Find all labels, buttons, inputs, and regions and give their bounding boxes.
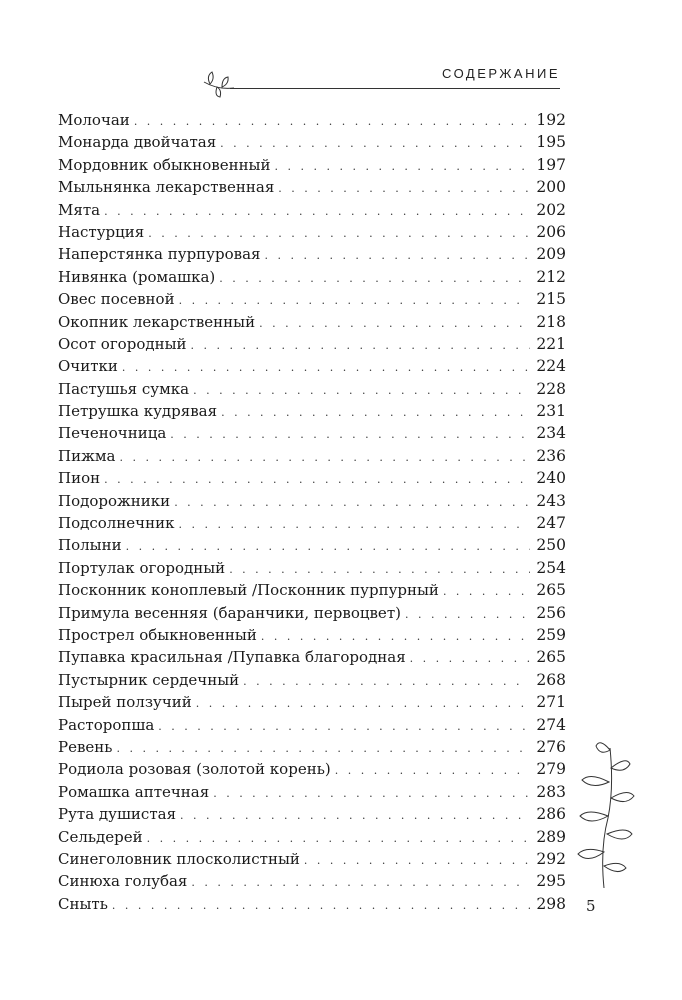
dot-leader	[219, 268, 530, 290]
toc-entry	[58, 736, 566, 758]
toc-entry-page: 209	[536, 245, 566, 264]
dot-leader	[126, 536, 531, 558]
dot-leader	[221, 402, 530, 424]
toc-entry-page: 289	[536, 827, 566, 846]
toc-entry-title: Овес посевной	[58, 290, 175, 309]
toc-entry-page: 265	[536, 581, 566, 600]
toc-entry-title: Прострел обыкновенный	[58, 625, 257, 644]
toc-entry	[58, 579, 566, 601]
toc-entry	[58, 131, 566, 153]
toc-entry	[58, 333, 566, 355]
toc-entry-page: 259	[536, 625, 566, 644]
toc-entry-title: Посконник коноплевый /Посконник пурпурный	[58, 581, 439, 600]
dot-leader	[148, 223, 530, 245]
toc-entry	[58, 490, 566, 512]
dot-leader	[193, 380, 530, 402]
toc-entry-title: Окопник лекарственный	[58, 312, 256, 331]
toc-entry	[58, 602, 566, 624]
toc-entry-page: 243	[536, 491, 566, 510]
toc-entry-page: 192	[536, 111, 566, 129]
toc-entry-page: 283	[536, 782, 566, 801]
toc-entry-page: 254	[536, 558, 566, 577]
dot-leader	[179, 290, 531, 312]
dot-leader	[134, 111, 531, 133]
dot-leader	[259, 313, 530, 335]
toc-entry-title: Очитки	[58, 357, 118, 376]
toc-entry	[58, 669, 566, 691]
toc-entry	[58, 154, 566, 176]
dot-leader	[405, 604, 530, 626]
dot-leader	[120, 447, 531, 469]
dot-leader	[229, 559, 530, 581]
toc-entry-title: Нивянка (ромашка)	[58, 267, 216, 286]
toc-entry-title: Монарда двойчатая	[58, 133, 217, 152]
toc-entry	[58, 624, 566, 646]
dot-leader	[243, 671, 530, 693]
toc-entry-title: Рута душистая	[58, 805, 177, 824]
toc-entry-title: Петрушка кудрявая	[58, 402, 218, 421]
toc-entry-page: 221	[536, 334, 566, 353]
toc-entry	[58, 243, 566, 265]
dot-leader	[410, 648, 531, 670]
toc-entry-page: 215	[536, 290, 566, 309]
leaf-sprig-icon	[200, 68, 240, 98]
toc-entry	[58, 646, 566, 668]
toc-entry-page: 212	[536, 267, 566, 286]
toc-entry	[58, 266, 566, 288]
dot-leader	[275, 156, 531, 178]
dot-leader	[170, 424, 530, 446]
dot-leader	[335, 760, 531, 782]
toc-entry-page: 286	[536, 805, 566, 824]
toc-entry-page: 247	[536, 514, 566, 533]
dot-leader	[158, 716, 530, 738]
toc-entry	[58, 288, 566, 310]
header-rule	[230, 88, 560, 89]
toc-entry	[58, 467, 566, 489]
toc-entry-page: 236	[536, 446, 566, 465]
page-number: 5	[586, 897, 596, 915]
toc-entry-title: Наперстянка пурпуровая	[58, 245, 261, 264]
toc-entry-title: Пастушья сумка	[58, 379, 190, 398]
toc-entry-title: Пырей ползучий	[58, 693, 192, 712]
dot-leader	[191, 335, 531, 357]
toc-entry-page: 202	[536, 200, 566, 219]
toc-entry	[58, 512, 566, 534]
dot-leader	[104, 201, 530, 223]
toc-entry-title: Пустырник сердечный	[58, 670, 240, 689]
toc-entry-title: Подорожники	[58, 491, 171, 510]
toc-entry-title: Молочаи	[58, 111, 130, 129]
toc-entry	[58, 781, 566, 803]
toc-entry-page: 295	[536, 872, 566, 891]
toc-entry	[58, 311, 566, 333]
toc-entry-title: Родиола розовая (золотой корень)	[58, 760, 331, 779]
toc-entry-title: Примула весенняя (баранчики, первоцвет)	[58, 603, 401, 622]
dot-leader	[264, 245, 530, 267]
toc-entry	[58, 445, 566, 467]
toc-entry	[58, 870, 566, 892]
dot-leader	[122, 357, 531, 379]
toc-entry	[58, 848, 566, 870]
toc-entry	[58, 422, 566, 444]
dot-leader	[220, 133, 530, 155]
running-header	[200, 62, 600, 102]
toc-entry-page: 279	[536, 760, 566, 779]
toc-entry-title: Пион	[58, 469, 101, 488]
toc-entry-title: Ромашка аптечная	[58, 782, 210, 801]
toc-entry-title: Осот огородный	[58, 334, 187, 353]
toc-entry-title: Синеголовник плосколистный	[58, 849, 300, 868]
dot-leader	[116, 738, 530, 760]
toc-entry	[58, 557, 566, 579]
toc-entry-page: 231	[536, 402, 566, 421]
dot-leader	[443, 581, 530, 603]
toc-entry	[58, 534, 566, 556]
toc-entry-page: 218	[536, 312, 566, 331]
table-of-contents	[58, 109, 566, 915]
toc-entry-title: Пупавка красильная /Пупавка благородная	[58, 648, 406, 667]
toc-entry	[58, 176, 566, 198]
dot-leader	[104, 469, 530, 491]
toc-entry-title: Синюха голубая	[58, 872, 188, 891]
toc-entry-title: Портулак огородный	[58, 558, 226, 577]
toc-entry-title: Расторопша	[58, 715, 155, 734]
dot-leader	[174, 492, 530, 514]
toc-entry-page: 224	[536, 357, 566, 376]
dot-leader	[180, 805, 530, 827]
toc-entry-title: Пижма	[58, 446, 116, 465]
toc-entry-page: 276	[536, 737, 566, 756]
dot-leader	[112, 895, 531, 917]
toc-entry	[58, 826, 566, 848]
dot-leader	[261, 626, 531, 648]
toc-entry	[58, 355, 566, 377]
dot-leader	[191, 872, 530, 894]
toc-entry	[58, 691, 566, 713]
toc-entry	[58, 221, 566, 243]
toc-entry-title: Сныть	[58, 894, 108, 913]
toc-entry-title: Мордовник обыкновенный	[58, 155, 271, 174]
toc-entry-page: 197	[536, 155, 566, 174]
toc-entry-title: Печеночница	[58, 424, 167, 443]
dot-leader	[178, 514, 530, 536]
dot-leader	[147, 828, 531, 850]
toc-entry-title: Полыни	[58, 536, 122, 555]
toc-entry-title: Мята	[58, 200, 101, 219]
dot-leader	[196, 693, 531, 715]
toc-entry	[58, 109, 566, 131]
toc-entry-page: 292	[536, 849, 566, 868]
toc-entry-page: 206	[536, 222, 566, 241]
toc-entry	[58, 893, 566, 915]
toc-entry-page: 274	[536, 715, 566, 734]
toc-entry-page: 228	[536, 379, 566, 398]
toc-entry-page: 250	[536, 536, 566, 555]
toc-entry	[58, 803, 566, 825]
toc-entry-page: 240	[536, 469, 566, 488]
toc-entry-page: 298	[536, 894, 566, 913]
toc-entry-title: Подсолнечник	[58, 514, 175, 533]
toc-entry	[58, 199, 566, 221]
toc-entry-page: 265	[536, 648, 566, 667]
toc-entry-title: Настурция	[58, 222, 145, 241]
section-title: СОДЕРЖАНИЕ	[441, 66, 560, 81]
toc-entry-page: 200	[536, 178, 566, 197]
toc-entry-title: Сельдерей	[58, 827, 143, 846]
leafy-branch-icon	[570, 738, 644, 888]
toc-entry	[58, 758, 566, 780]
toc-entry-page: 234	[536, 424, 566, 443]
toc-entry	[58, 400, 566, 422]
toc-entry-page: 271	[536, 693, 566, 712]
dot-leader	[213, 783, 530, 805]
dot-leader	[304, 850, 531, 872]
toc-entry	[58, 714, 566, 736]
toc-entry-title: Мыльнянка лекарственная	[58, 178, 275, 197]
toc-entry-title: Ревень	[58, 737, 113, 756]
toc-entry-page: 268	[536, 670, 566, 689]
toc-entry-page: 256	[536, 603, 566, 622]
toc-entry	[58, 378, 566, 400]
dot-leader	[278, 178, 530, 200]
toc-entry-page: 195	[536, 133, 566, 152]
